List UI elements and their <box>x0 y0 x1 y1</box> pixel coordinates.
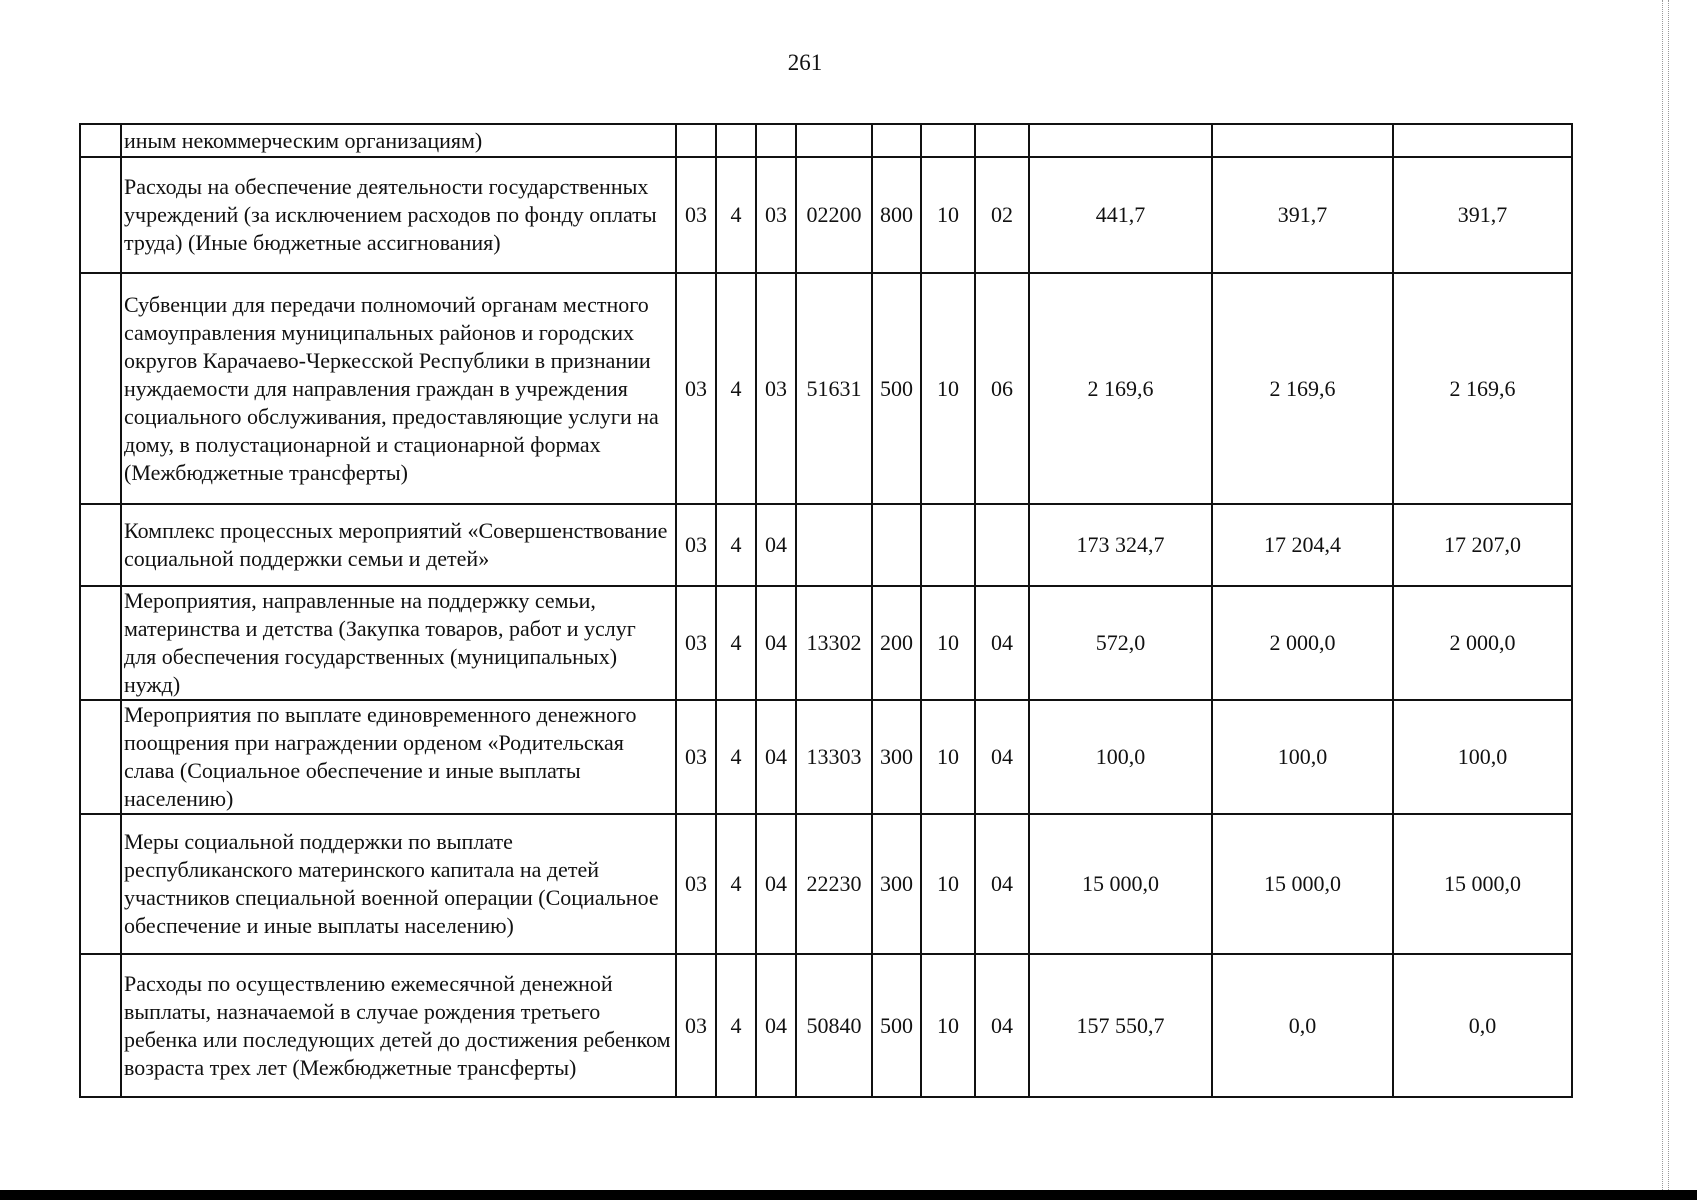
amount-year-1: 441,7 <box>1029 157 1212 273</box>
chapter-code <box>921 124 975 157</box>
amount-year-3: 15 000,0 <box>1393 814 1572 954</box>
page-number: 261 <box>787 50 823 75</box>
group-code: 03 <box>756 273 796 504</box>
row-number-cell <box>80 504 121 586</box>
expense-type <box>872 504 921 586</box>
subchapter-code <box>975 504 1029 586</box>
amount-year-3: 391,7 <box>1393 157 1572 273</box>
row-number-cell <box>80 586 121 700</box>
expense-type: 300 <box>872 700 921 814</box>
subchapter-code: 04 <box>975 954 1029 1097</box>
target-code: 13303 <box>796 700 872 814</box>
section-code <box>676 124 716 157</box>
scan-edge-line <box>1662 0 1664 1190</box>
amount-year-1 <box>1029 124 1212 157</box>
group-code: 04 <box>756 814 796 954</box>
subchapter-code: 06 <box>975 273 1029 504</box>
amount-year-2: 15 000,0 <box>1212 814 1393 954</box>
amount-year-2: 17 204,4 <box>1212 504 1393 586</box>
subsection-code: 4 <box>716 157 756 273</box>
amount-year-3: 2 169,6 <box>1393 273 1572 504</box>
target-code: 13302 <box>796 586 872 700</box>
subsection-code: 4 <box>716 814 756 954</box>
chapter-code <box>921 504 975 586</box>
row-description: Субвенции для передачи полномочий органам местного самоуправления муниципальных районов и городских округов Карачаево-Черкесской Республики в признании нуждаемости для направления граждан в учреждения социального обслуживания, предоставляющие услуги на дому, в полустационарной и стационарной формах (Межбюджетные трансферты) <box>121 273 676 504</box>
subchapter-code: 02 <box>975 157 1029 273</box>
subsection-code: 4 <box>716 504 756 586</box>
section-code: 03 <box>676 157 716 273</box>
scan-edge-line <box>1668 0 1670 1190</box>
table-row <box>80 157 1572 273</box>
group-code <box>756 124 796 157</box>
subchapter-code: 04 <box>975 586 1029 700</box>
subchapter-code <box>975 124 1029 157</box>
chapter-code: 10 <box>921 586 975 700</box>
amount-year-1: 157 550,7 <box>1029 954 1212 1097</box>
subchapter-code: 04 <box>975 700 1029 814</box>
table-row <box>80 504 1572 586</box>
group-code: 04 <box>756 954 796 1097</box>
row-number-cell <box>80 124 121 157</box>
target-code <box>796 504 872 586</box>
table-row <box>80 273 1572 504</box>
table-row <box>80 814 1572 954</box>
amount-year-1: 572,0 <box>1029 586 1212 700</box>
row-description: Расходы на обеспечение деятельности государственных учреждений (за исключением расходов по фонду оплаты труда) (Иные бюджетные ассигнования) <box>121 157 676 273</box>
amount-year-3: 100,0 <box>1393 700 1572 814</box>
expense-type: 300 <box>872 814 921 954</box>
table-row <box>80 954 1572 1097</box>
target-code: 22230 <box>796 814 872 954</box>
expense-type: 200 <box>872 586 921 700</box>
target-code: 50840 <box>796 954 872 1097</box>
target-code: 02200 <box>796 157 872 273</box>
row-number-cell <box>80 273 121 504</box>
target-code <box>796 124 872 157</box>
expense-type: 500 <box>872 273 921 504</box>
amount-year-1: 173 324,7 <box>1029 504 1212 586</box>
expense-type: 800 <box>872 157 921 273</box>
expense-type: 500 <box>872 954 921 1097</box>
row-description: Меры социальной поддержки по выплате республиканского материнского капитала на детей участников специальной военной операции (Социальное обеспечение и иные выплаты населению) <box>121 814 676 954</box>
chapter-code: 10 <box>921 814 975 954</box>
scan-bottom-border <box>0 1190 1697 1200</box>
amount-year-2: 391,7 <box>1212 157 1393 273</box>
amount-year-2: 2 000,0 <box>1212 586 1393 700</box>
row-number-cell <box>80 814 121 954</box>
amount-year-2: 0,0 <box>1212 954 1393 1097</box>
chapter-code: 10 <box>921 954 975 1097</box>
amount-year-3: 0,0 <box>1393 954 1572 1097</box>
chapter-code: 10 <box>921 700 975 814</box>
table-row <box>80 586 1572 700</box>
chapter-code: 10 <box>921 273 975 504</box>
group-code: 03 <box>756 157 796 273</box>
amount-year-2 <box>1212 124 1393 157</box>
amount-year-2: 100,0 <box>1212 700 1393 814</box>
chapter-code: 10 <box>921 157 975 273</box>
group-code: 04 <box>756 700 796 814</box>
row-number-cell <box>80 954 121 1097</box>
section-code: 03 <box>676 814 716 954</box>
expense-type <box>872 124 921 157</box>
amount-year-1: 2 169,6 <box>1029 273 1212 504</box>
row-number-cell <box>80 157 121 273</box>
target-code: 51631 <box>796 273 872 504</box>
section-code: 03 <box>676 586 716 700</box>
subchapter-code: 04 <box>975 814 1029 954</box>
subsection-code: 4 <box>716 954 756 1097</box>
budget-table <box>79 123 1573 1098</box>
row-description: Комплекс процессных мероприятий «Совершенствование социальной поддержки семьи и детей» <box>121 504 676 586</box>
table-row <box>80 124 1572 157</box>
amount-year-3: 2 000,0 <box>1393 586 1572 700</box>
subsection-code: 4 <box>716 273 756 504</box>
subsection-code <box>716 124 756 157</box>
section-code: 03 <box>676 273 716 504</box>
amount-year-1: 100,0 <box>1029 700 1212 814</box>
row-description: Мероприятия, направленные на поддержку семьи, материнства и детства (Закупка товаров, работ и услуг для обеспечения государственных (муниципальных) нужд) <box>121 586 676 700</box>
row-description: Расходы по осуществлению ежемесячной денежной выплаты, назначаемой в случае рождения третьего ребенка или последующих детей до достижения ребенком возраста трех лет (Межбюджетные трансферты) <box>121 954 676 1097</box>
table-body <box>80 124 1572 1097</box>
section-code: 03 <box>676 700 716 814</box>
table-row <box>80 700 1572 814</box>
amount-year-3: 17 207,0 <box>1393 504 1572 586</box>
group-code: 04 <box>756 504 796 586</box>
amount-year-1: 15 000,0 <box>1029 814 1212 954</box>
subsection-code: 4 <box>716 586 756 700</box>
group-code: 04 <box>756 586 796 700</box>
amount-year-2: 2 169,6 <box>1212 273 1393 504</box>
subsection-code: 4 <box>716 700 756 814</box>
row-description: иным некоммерческим организациям) <box>121 124 676 157</box>
row-description: Мероприятия по выплате единовременного денежного поощрения при награждении орденом «Родительская слава (Социальное обеспечение и иные выплаты населению) <box>121 700 676 814</box>
row-number-cell <box>80 700 121 814</box>
section-code: 03 <box>676 504 716 586</box>
amount-year-3 <box>1393 124 1572 157</box>
section-code: 03 <box>676 954 716 1097</box>
